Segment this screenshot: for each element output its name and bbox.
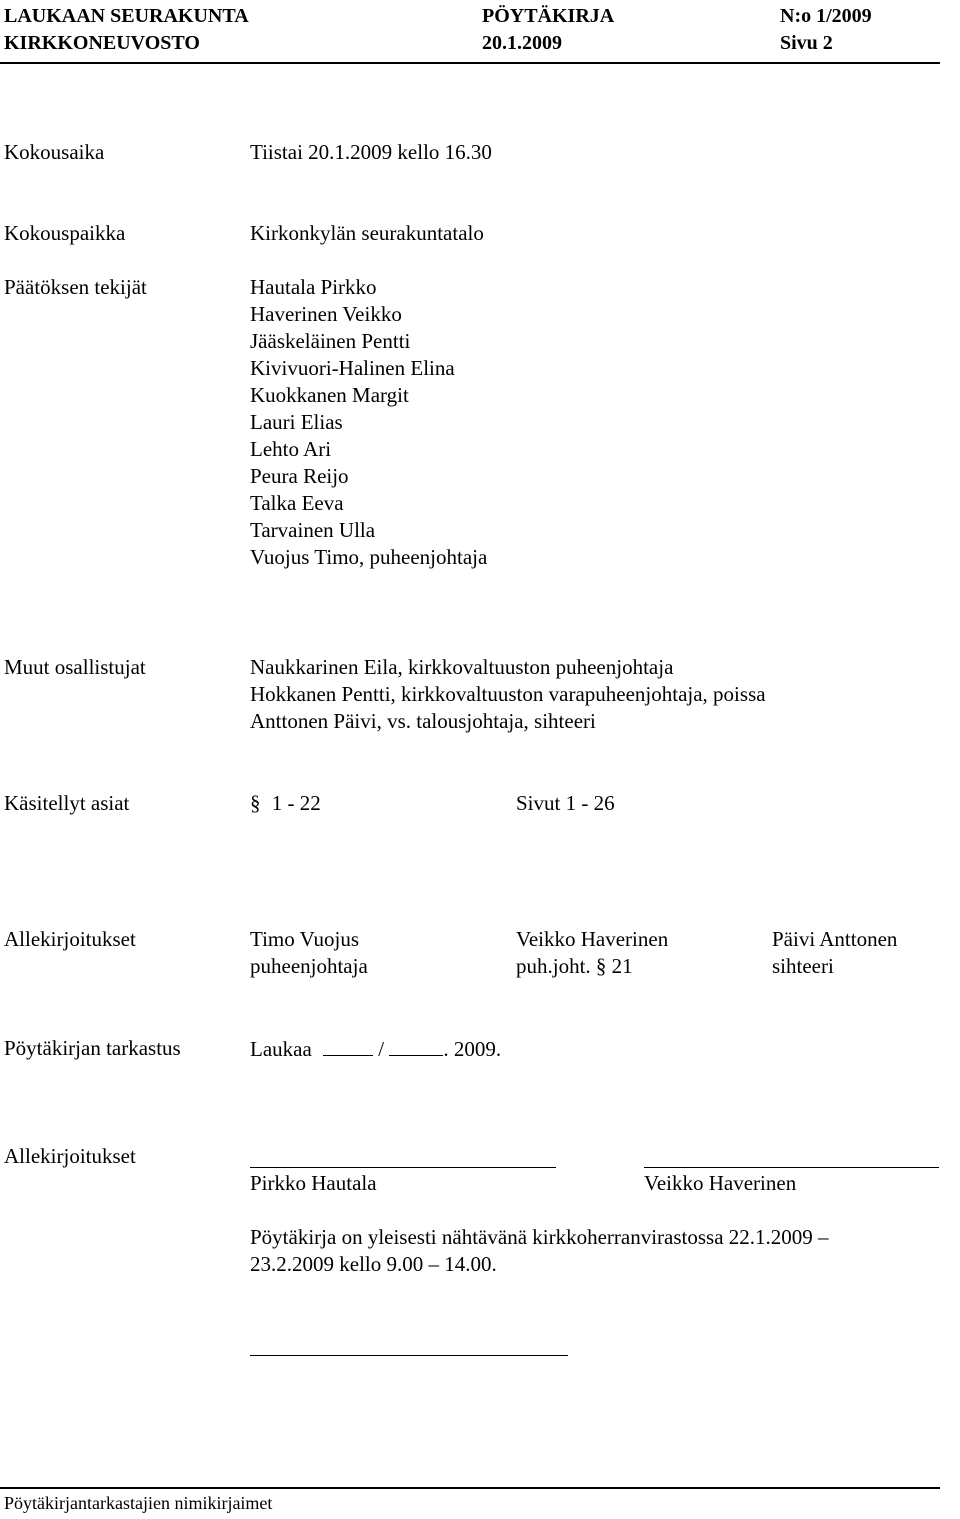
page-number: Sivu 2 [780, 32, 833, 54]
items-label: Käsitellyt asiat [4, 791, 130, 815]
header-rule [0, 62, 940, 64]
signer-role: puheenjohtaja [250, 954, 368, 978]
member-name: Lehto Ari [250, 437, 332, 461]
reviewer-name: Pirkko Hautala [250, 1171, 377, 1195]
member-name: Lauri Elias [250, 410, 343, 434]
footer-rule [0, 1487, 940, 1489]
review-date-line [250, 1035, 501, 1063]
signer-role: sihteeri [772, 954, 834, 978]
doc-number: N:o 1/2009 [780, 5, 872, 27]
meeting-time-label: Kokousaika [4, 140, 105, 164]
member-name: Hautala Pirkko [250, 275, 377, 299]
other-participants-label: Muut osallistujat [4, 655, 146, 679]
body-name: KIRKKONEUVOSTO [4, 32, 200, 54]
review-year: . 2009. [443, 1037, 502, 1061]
meeting-date: 20.1.2009 [482, 32, 562, 54]
decision-makers-label: Päätöksen tekijät [4, 275, 147, 299]
signer-chair [250, 926, 368, 980]
participant: Anttonen Päivi, vs. talousjohtaja, sihteeri [250, 709, 596, 733]
participant: Hokkanen Pentti, kirkkovaltuuston varapuheenjohtaja, poissa [250, 682, 766, 706]
items-pages: Sivut 1 - 26 [516, 791, 615, 815]
signer-name: Veikko Haverinen [516, 927, 669, 951]
org-name: LAUKAAN SEURAKUNTA [4, 5, 249, 27]
month-blank [389, 1035, 443, 1056]
signer-role: puh.joht. § 21 [516, 954, 633, 978]
signer-name: Timo Vuojus [250, 927, 360, 951]
public-notice [250, 1224, 829, 1278]
member-name: Jääskeläinen Pentti [250, 329, 411, 353]
decision-makers-list [250, 274, 487, 571]
signer-vice-chair [516, 926, 668, 980]
public-notice-line: Pöytäkirja on yleisesti nähtävänä kirkkoherranvirastossa 22.1.2009 – [250, 1225, 829, 1249]
section-sign: § [250, 791, 261, 815]
member-name: Vuojus Timo, puheenjohtaja [250, 545, 488, 569]
footer-label: Pöytäkirjantarkastajien nimikirjaimet [4, 1493, 273, 1513]
items-range: 1 - 22 [271, 791, 321, 815]
signature-line [250, 1167, 556, 1168]
reviewer-name: Veikko Haverinen [644, 1171, 797, 1195]
other-participants-list [250, 654, 766, 735]
meeting-place-label: Kokouspaikka [4, 221, 126, 245]
items-range-row [250, 790, 321, 817]
meeting-time-value: Tiistai 20.1.2009 kello 16.30 [250, 140, 492, 164]
member-name: Kuokkanen Margit [250, 383, 409, 407]
member-name: Haverinen Veikko [250, 302, 402, 326]
day-blank [323, 1035, 373, 1056]
member-name: Talka Eeva [250, 491, 344, 515]
review-signatures-label: Allekirjoitukset [4, 1144, 136, 1168]
member-name: Tarvainen Ulla [250, 518, 376, 542]
participant: Naukkarinen Eila, kirkkovaltuuston puheenjohtaja [250, 655, 674, 679]
member-name: Kivivuori-Halinen Elina [250, 356, 455, 380]
signatures-label: Allekirjoitukset [4, 927, 136, 951]
public-notice-line: 23.2.2009 kello 9.00 – 14.00. [250, 1252, 497, 1276]
date-slash: / [378, 1037, 385, 1061]
signature-line [250, 1355, 568, 1356]
review-label: Pöytäkirjan tarkastus [4, 1036, 181, 1060]
review-place: Laukaa [250, 1037, 312, 1061]
meeting-place-value: Kirkonkylän seurakuntatalo [250, 221, 484, 245]
doc-type: PÖYTÄKIRJA [482, 5, 615, 27]
signer-secretary [772, 926, 897, 980]
signer-name: Päivi Anttonen [772, 927, 898, 951]
signature-line [644, 1167, 939, 1168]
member-name: Peura Reijo [250, 464, 349, 488]
